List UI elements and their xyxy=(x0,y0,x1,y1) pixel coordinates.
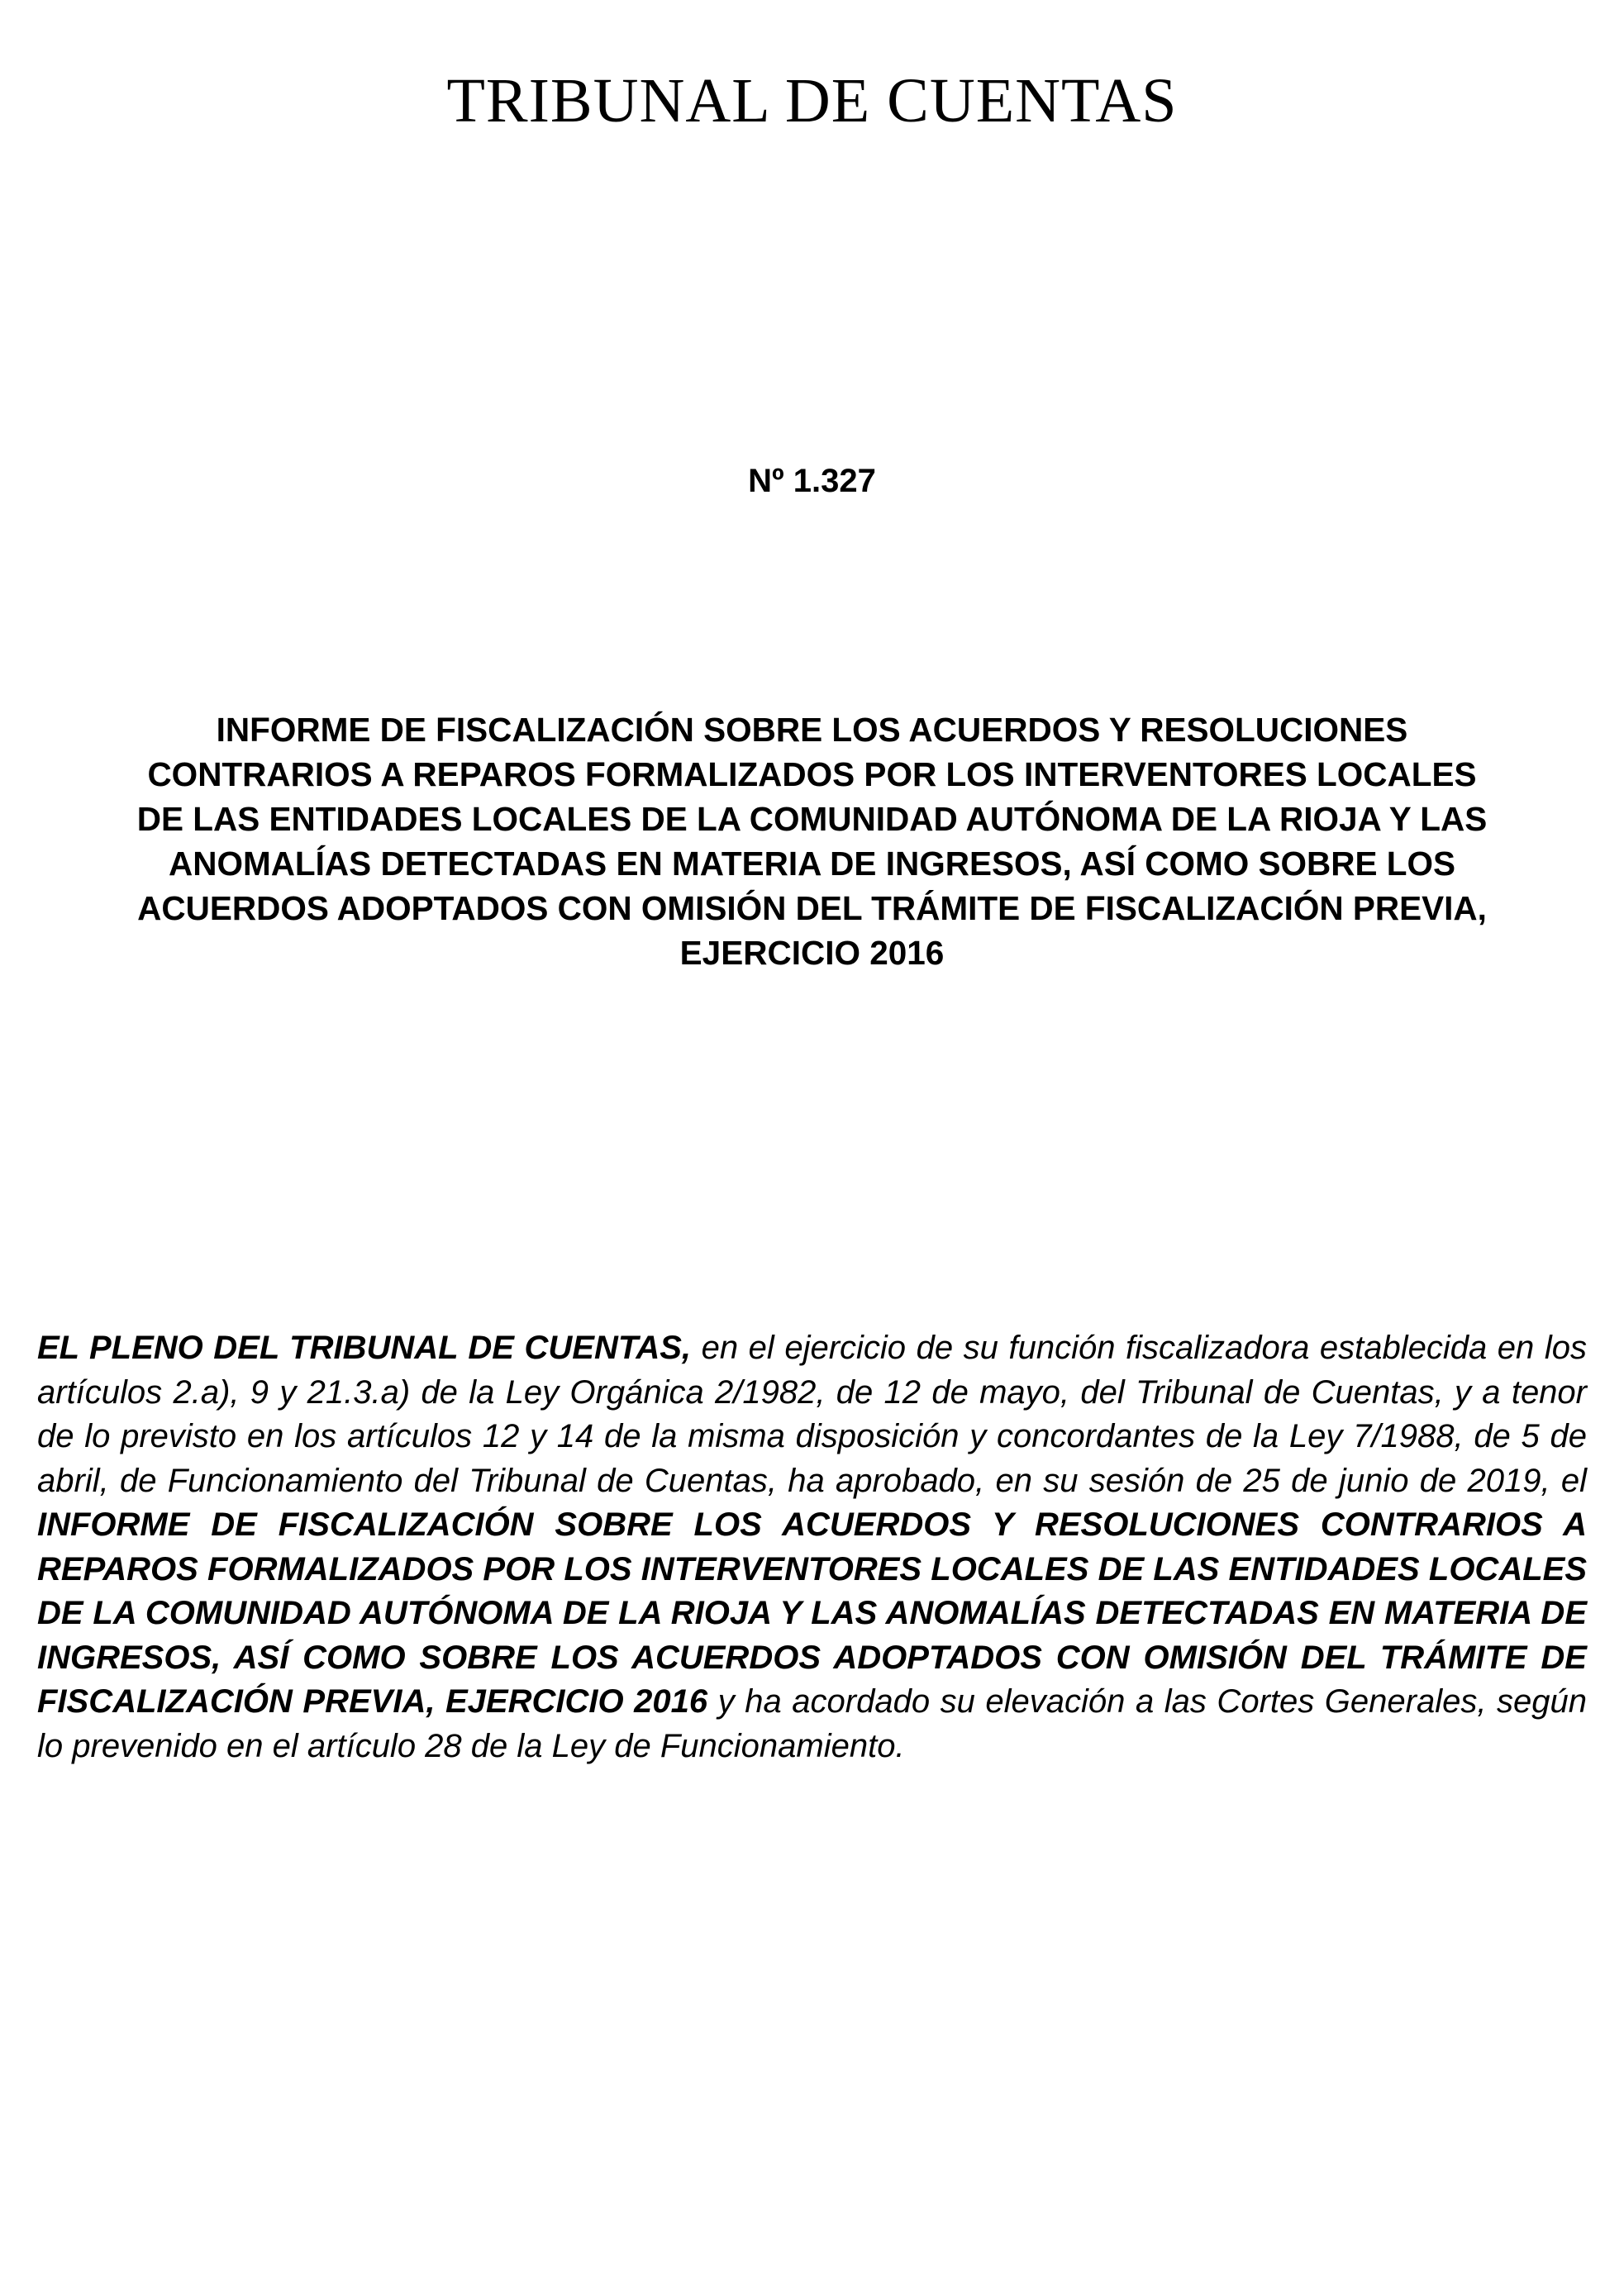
resolution-text-closing: y ha acordado su elevación a las Cortes Generales, según lo prevenido en el artículo 28 de la Ley de Funcionamiento. xyxy=(37,1683,1587,1764)
resolution-text-intro: en el ejercicio de su función fiscalizadora establecida en los artículos 2.a), 9 y 21.3.a) de la Ley Orgánica 2/1982, de 12 de mayo, del Tribunal de Cuentas, y a tenor de lo previsto en los artículos 12 y 14 de la misma disposición y concordantes de la Ley 7/1988, de 5 de abril, de Funcionamiento del Tribunal de Cuentas, ha aprobado, en su sesión de 25 de junio de 2019, el xyxy=(37,1330,1587,1499)
report-title-line: ANOMALÍAS DETECTADAS EN MATERIA DE INGRESOS, ASÍ COMO SOBRE LOS xyxy=(168,845,1456,883)
resolution-subject: EL PLENO DEL TRIBUNAL DE CUENTAS, xyxy=(37,1330,692,1366)
report-title xyxy=(33,707,1591,975)
report-title-line: INFORME DE FISCALIZACIÓN SOBRE LOS ACUERDOS Y RESOLUCIONES xyxy=(216,711,1408,749)
report-title-line: EJERCICIO 2016 xyxy=(679,934,945,972)
report-title-line: ACUERDOS ADOPTADOS CON OMISIÓN DEL TRÁMITE DE FISCALIZACIÓN PREVIA, xyxy=(137,889,1487,927)
report-number: Nº 1.327 xyxy=(748,463,876,499)
report-title-line: CONTRARIOS A REPAROS FORMALIZADOS POR LOS INTERVENTORES LOCALES xyxy=(147,755,1477,793)
report-title-line: DE LAS ENTIDADES LOCALES DE LA COMUNIDAD AUTÓNOMA DE LA RIOJA Y LAS xyxy=(136,800,1488,838)
resolution-report-title: INFORME DE FISCALIZACIÓN SOBRE LOS ACUERDOS Y RESOLUCIONES CONTRARIOS A REPAROS FORMALIZADOS POR LOS INTERVENTORES LOCALES DE LAS ENTIDADES LOCALES DE LA COMUNIDAD AUTÓNOMA DE LA RIOJA Y LAS ANOMALÍAS DETECTADAS EN MATERIA DE INGRESOS, ASÍ COMO SOBRE LOS ACUERDOS ADOPTADOS CON OMISIÓN DEL TRÁMITE DE FISCALIZACIÓN PREVIA, EJERCICIO 2016 xyxy=(37,1506,1587,1720)
institution-heading: TRIBUNAL DE CUENTAS xyxy=(446,66,1178,136)
resolution-paragraph xyxy=(37,1326,1587,1768)
